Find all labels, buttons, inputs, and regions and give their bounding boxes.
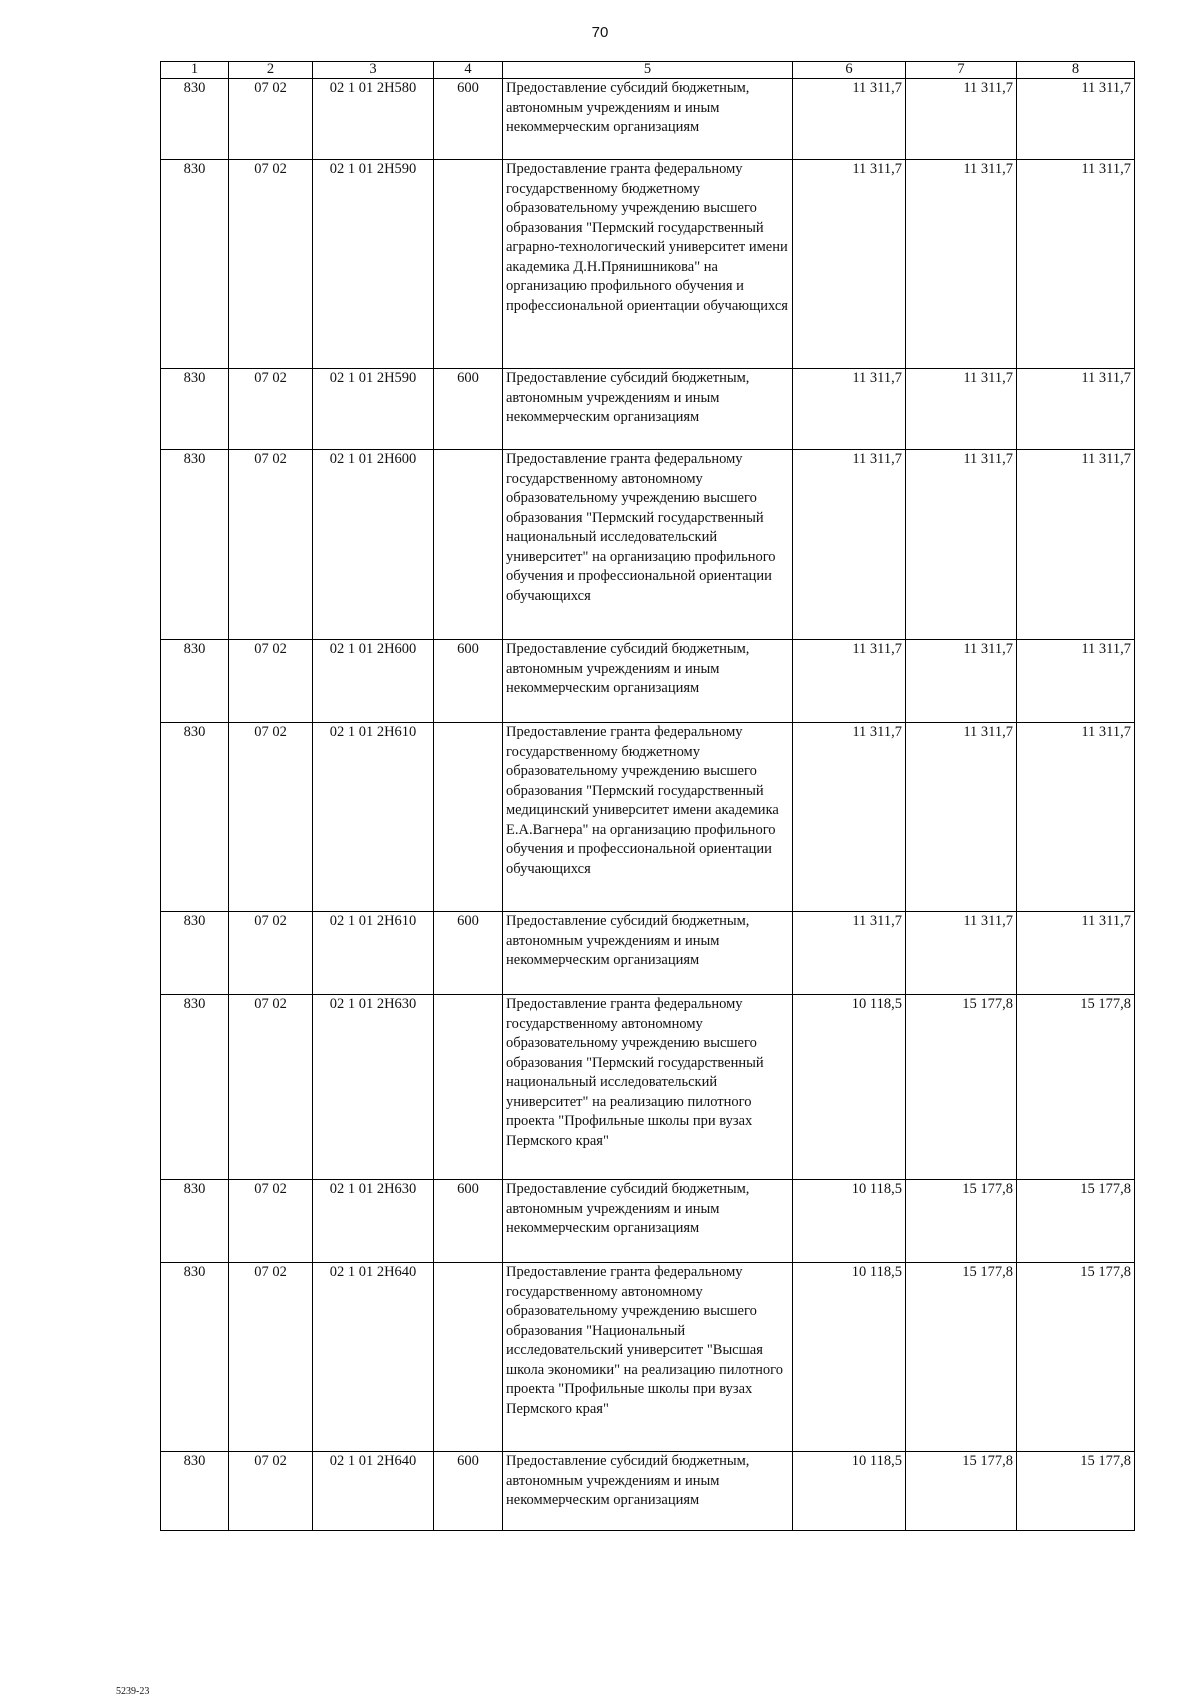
amount-cell-8: 15 177,8 [1017, 1263, 1135, 1452]
description-cell: Предоставление гранта федеральному государственному бюджетному образовательному учреждению высшего образования "Пермский государственный медицинский университет имени академика Е.А.Вагнера" на организацию профильного обучения и профессиональной ориентации обучающихся [503, 723, 793, 912]
amount-cell-7: 15 177,8 [906, 995, 1017, 1180]
target-article-cell: 02 1 01 2Н610 [313, 912, 434, 995]
expense-type-cell: 600 [434, 912, 503, 995]
description-cell: Предоставление субсидий бюджетным, автономным учреждениям и иным некоммерческим организациям [503, 1180, 793, 1263]
amount-cell-7: 11 311,7 [906, 640, 1017, 723]
chapter-cell: 830 [161, 369, 229, 450]
amount-cell-8: 11 311,7 [1017, 723, 1135, 912]
col-header: 3 [313, 62, 434, 79]
page-number: 70 [591, 24, 609, 41]
description-cell: Предоставление субсидий бюджетным, автономным учреждениям и иным некоммерческим организациям [503, 1452, 793, 1531]
budget-table [160, 61, 1135, 1531]
amount-cell-6: 11 311,7 [793, 79, 906, 160]
section-cell: 07 02 [229, 160, 313, 369]
section-cell: 07 02 [229, 723, 313, 912]
amount-cell-7: 11 311,7 [906, 723, 1017, 912]
amount-cell-6: 11 311,7 [793, 160, 906, 369]
amount-cell-7: 15 177,8 [906, 1263, 1017, 1452]
table-row [161, 995, 1135, 1180]
description-cell: Предоставление субсидий бюджетным, автономным учреждениям и иным некоммерческим организациям [503, 369, 793, 450]
amount-cell-7: 11 311,7 [906, 450, 1017, 640]
section-cell: 07 02 [229, 1452, 313, 1531]
section-cell: 07 02 [229, 369, 313, 450]
amount-cell-6: 11 311,7 [793, 640, 906, 723]
chapter-cell: 830 [161, 79, 229, 160]
amount-cell-8: 15 177,8 [1017, 1452, 1135, 1531]
target-article-cell: 02 1 01 2Н590 [313, 369, 434, 450]
table-row [161, 1180, 1135, 1263]
col-header: 8 [1017, 62, 1135, 79]
expense-type-cell: 600 [434, 369, 503, 450]
table-row [161, 640, 1135, 723]
amount-cell-7: 11 311,7 [906, 79, 1017, 160]
description-cell: Предоставление гранта федеральному государственному автономному образовательному учреждению высшего образования "Пермский государственный национальный исследовательский университет" на реализацию пилотного проекта "Профильные школы при вузах Пермского края" [503, 995, 793, 1180]
amount-cell-8: 11 311,7 [1017, 640, 1135, 723]
description-cell: Предоставление субсидий бюджетным, автономным учреждениям и иным некоммерческим организациям [503, 79, 793, 160]
expense-type-cell: 600 [434, 1452, 503, 1531]
table-row [161, 723, 1135, 912]
description-cell: Предоставление гранта федеральному государственному бюджетному образовательному учреждению высшего образования "Пермский государственный аграрно-технологический университет имени академика Д.Н.Прянишникова" на организацию профильного обучения и профессиональной ориентации обучающихся [503, 160, 793, 369]
amount-cell-7: 15 177,8 [906, 1452, 1017, 1531]
table-row [161, 369, 1135, 450]
section-cell: 07 02 [229, 1263, 313, 1452]
col-header: 5 [503, 62, 793, 79]
section-cell: 07 02 [229, 995, 313, 1180]
expense-type-cell: 600 [434, 1180, 503, 1263]
chapter-cell: 830 [161, 640, 229, 723]
chapter-cell: 830 [161, 1263, 229, 1452]
expense-type-cell [434, 450, 503, 640]
chapter-cell: 830 [161, 1452, 229, 1531]
amount-cell-6: 10 118,5 [793, 995, 906, 1180]
chapter-cell: 830 [161, 1180, 229, 1263]
section-cell: 07 02 [229, 912, 313, 995]
chapter-cell: 830 [161, 450, 229, 640]
chapter-cell: 830 [161, 723, 229, 912]
col-header: 7 [906, 62, 1017, 79]
amount-cell-6: 10 118,5 [793, 1452, 906, 1531]
description-cell: Предоставление субсидий бюджетным, автономным учреждениям и иным некоммерческим организациям [503, 912, 793, 995]
target-article-cell: 02 1 01 2Н630 [313, 1180, 434, 1263]
amount-cell-8: 11 311,7 [1017, 912, 1135, 995]
col-header: 4 [434, 62, 503, 79]
section-cell: 07 02 [229, 1180, 313, 1263]
expense-type-cell [434, 160, 503, 369]
amount-cell-8: 11 311,7 [1017, 79, 1135, 160]
section-cell: 07 02 [229, 640, 313, 723]
col-header: 2 [229, 62, 313, 79]
target-article-cell: 02 1 01 2Н630 [313, 995, 434, 1180]
table-row [161, 160, 1135, 369]
table-row [161, 450, 1135, 640]
amount-cell-8: 15 177,8 [1017, 1180, 1135, 1263]
document-code: 5239-23 [116, 1686, 150, 1697]
target-article-cell: 02 1 01 2Н640 [313, 1452, 434, 1531]
amount-cell-6: 11 311,7 [793, 912, 906, 995]
amount-cell-6: 11 311,7 [793, 450, 906, 640]
amount-cell-7: 15 177,8 [906, 1180, 1017, 1263]
expense-type-cell [434, 995, 503, 1180]
chapter-cell: 830 [161, 912, 229, 995]
amount-cell-8: 11 311,7 [1017, 160, 1135, 369]
header-row [161, 62, 1135, 79]
amount-cell-8: 15 177,8 [1017, 995, 1135, 1180]
col-header: 6 [793, 62, 906, 79]
expense-type-cell [434, 723, 503, 912]
section-cell: 07 02 [229, 450, 313, 640]
amount-cell-7: 11 311,7 [906, 912, 1017, 995]
expense-type-cell: 600 [434, 79, 503, 160]
amount-cell-7: 11 311,7 [906, 160, 1017, 369]
chapter-cell: 830 [161, 995, 229, 1180]
target-article-cell: 02 1 01 2Н640 [313, 1263, 434, 1452]
expense-type-cell: 600 [434, 640, 503, 723]
amount-cell-8: 11 311,7 [1017, 450, 1135, 640]
amount-cell-6: 11 311,7 [793, 369, 906, 450]
table-row [161, 79, 1135, 160]
target-article-cell: 02 1 01 2Н610 [313, 723, 434, 912]
description-cell: Предоставление субсидий бюджетным, автономным учреждениям и иным некоммерческим организациям [503, 640, 793, 723]
description-cell: Предоставление гранта федеральному государственному автономному образовательному учреждению высшего образования "Национальный исследовательский университет "Высшая школа экономики" на реализацию пилотного проекта "Профильные школы при вузах Пермского края" [503, 1263, 793, 1452]
description-cell: Предоставление гранта федеральному государственному автономному образовательному учреждению высшего образования "Пермский государственный национальный исследовательский университет" на организацию профильного обучения и профессиональной ориентации обучающихся [503, 450, 793, 640]
amount-cell-8: 11 311,7 [1017, 369, 1135, 450]
expense-type-cell [434, 1263, 503, 1452]
table-row [161, 912, 1135, 995]
table-row [161, 1452, 1135, 1531]
amount-cell-6: 10 118,5 [793, 1263, 906, 1452]
chapter-cell: 830 [161, 160, 229, 369]
col-header: 1 [161, 62, 229, 79]
amount-cell-6: 11 311,7 [793, 723, 906, 912]
target-article-cell: 02 1 01 2Н600 [313, 640, 434, 723]
amount-cell-7: 11 311,7 [906, 369, 1017, 450]
table-row [161, 1263, 1135, 1452]
section-cell: 07 02 [229, 79, 313, 160]
target-article-cell: 02 1 01 2Н590 [313, 160, 434, 369]
target-article-cell: 02 1 01 2Н580 [313, 79, 434, 160]
target-article-cell: 02 1 01 2Н600 [313, 450, 434, 640]
amount-cell-6: 10 118,5 [793, 1180, 906, 1263]
